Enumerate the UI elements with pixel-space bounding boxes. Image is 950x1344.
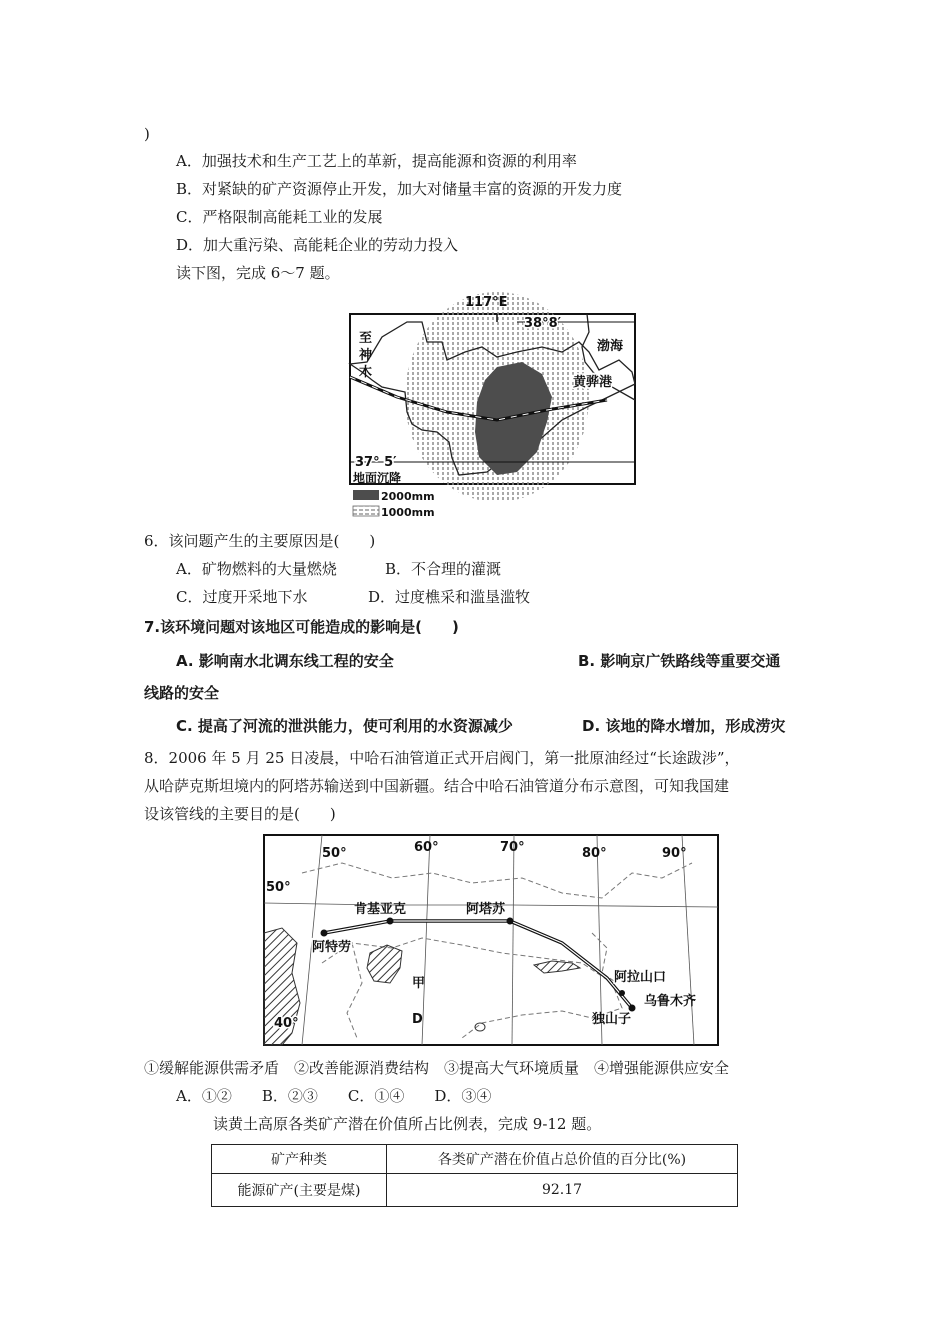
continuation-paren: ) [144, 125, 150, 143]
q8-line-2: 从哈萨克斯坦境内的阿塔苏输送到中国新疆。结合中哈石油管道分布示意图，可知我国建 [144, 777, 730, 795]
mineral-value-table [211, 1144, 738, 1207]
q5-option-a: A．加强技术和生产工艺上的革新，提高能源和资源的利用率 [176, 152, 577, 170]
q5-option-c: C．严格限制高能耗工业的发展 [176, 208, 383, 226]
lat-40-label: 40° [274, 1016, 299, 1031]
atasu-dot [507, 918, 514, 925]
q7-option-b-continued: 线路的安全 [144, 684, 220, 702]
jia-label: 甲 [412, 976, 426, 991]
table-row [212, 1174, 738, 1207]
kenkiyak-label: 肯基亚克 [354, 902, 407, 917]
intro-9-12: 读黄土高原各类矿产潜在价值所占比例表，完成 9-12 题。 [213, 1115, 602, 1133]
q7-option-b: B. 影响京广铁路线等重要交通 [578, 652, 781, 670]
urumqi-label: 乌鲁木齐 [644, 994, 697, 1009]
longitude-label: 117°E [465, 295, 508, 310]
q5-option-d: D．加大重污染、高能耗企业的劳动力投入 [176, 236, 459, 254]
legend-2000-swatch [353, 490, 379, 500]
q8-line-1: 8．2006 年 5 月 25 日凌晨，中哈石油管道正式开启阀门，第一批原油经过“长途跋涉”， [144, 749, 740, 767]
q7-option-a: A. 影响南水北调东线工程的安全 [176, 652, 394, 670]
table-cell: 92.17 [387, 1174, 738, 1207]
subsidence-map [347, 292, 639, 524]
q7-stem: 7.该环境问题对该地区可能造成的影响是( ) [144, 618, 459, 636]
table-header-cell: 各类矿产潜在价值占总价值的百分比(%) [387, 1145, 738, 1174]
d-label: D [412, 1012, 423, 1027]
lon-80-label: 80° [582, 846, 607, 861]
q7-option-c: C. 提高了河流的泄洪能力，使可利用的水资源减少 [176, 717, 513, 735]
q6-stem: 6．该问题产生的主要原因是( ) [144, 532, 376, 550]
to-shenmu-label-2: 神 [359, 348, 373, 363]
legend-1000-label: 1000mm [381, 506, 435, 519]
dushanzi-dot [629, 1005, 636, 1012]
q6-option-b: B．不合理的灌溉 [385, 560, 502, 578]
q6-option-d: D．过度樵采和滥垦滥牧 [368, 588, 531, 606]
q8-line-3: 设该管线的主要目的是( ) [144, 805, 336, 823]
q6-option-c: C．过度开采地下水 [176, 588, 308, 606]
legend-title: 地面沉降 [353, 471, 402, 485]
pipeline-map [262, 833, 720, 1047]
dushanzi-label: 独山子 [592, 1012, 632, 1027]
lon-50-label: 50° [322, 846, 347, 861]
to-shenmu-label-3: 木 [359, 365, 373, 380]
intro-6-7: 读下图，完成 6～7 题。 [176, 264, 340, 282]
table-header-cell: 矿产种类 [212, 1145, 387, 1174]
to-shenmu-label-1: 至 [359, 331, 373, 346]
bohai-label: 渤海 [597, 339, 624, 354]
atasu-label: 阿塔苏 [466, 902, 506, 917]
legend-1000-swatch [353, 506, 379, 516]
atyrau-dot [321, 930, 328, 937]
lon-60-label: 60° [414, 840, 439, 855]
latitude-top-label: 38°8′ [524, 316, 562, 331]
q7-option-d: D. 该地的降水增加，形成涝灾 [582, 717, 786, 735]
atyrau-label: 阿特劳 [312, 940, 352, 955]
q8-statements: ①缓解能源供需矛盾 ②改善能源消费结构 ③提高大气环境质量 ④增强能源供应安全 [144, 1059, 730, 1077]
huanghua-port-label: 黄骅港 [573, 375, 613, 390]
table-cell: 能源矿产(主要是煤) [212, 1174, 387, 1207]
lon-70-label: 70° [500, 840, 525, 855]
q5-option-b: B．对紧缺的矿产资源停止开发，加大对储量丰富的资源的开发力度 [176, 180, 623, 198]
lon-90-label: 90° [662, 846, 687, 861]
lat-50-label: 50° [266, 880, 291, 895]
q6-option-a: A．矿物燃料的大量燃烧 [176, 560, 337, 578]
table-header-row [212, 1145, 738, 1174]
alashankou-label: 阿拉山口 [614, 970, 667, 985]
alashankou-dot [619, 990, 625, 996]
q8-options: A．①② B．②③ C．①④ D．③④ [176, 1087, 492, 1105]
legend-2000-label: 2000mm [381, 490, 435, 503]
latitude-bottom-label: 37° 5′ [355, 455, 397, 470]
kenkiyak-dot [387, 918, 394, 925]
